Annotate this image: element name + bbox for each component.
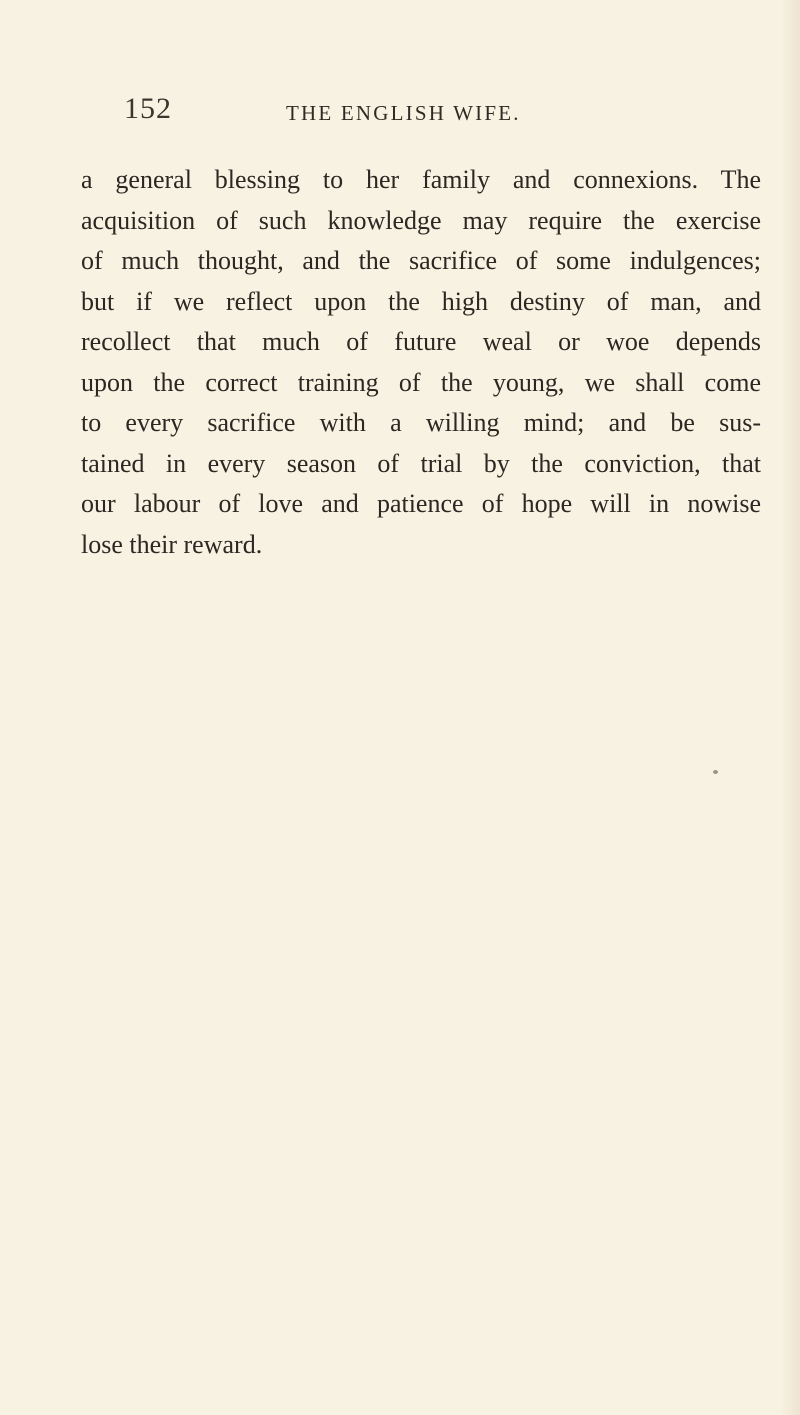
running-header: [0, 92, 800, 132]
text-line: recollect that much of future weal or woe depends: [81, 327, 761, 356]
text-line: but if we reflect upon the high destiny of man, and: [81, 286, 761, 316]
text-line: acquisition of such knowledge may require the exercise: [81, 205, 761, 235]
text-line: upon the correct training of the young, we shall come: [81, 367, 761, 397]
text-line: of much thought, and the sacrifice of some indulgences;: [81, 246, 761, 275]
text-line: tained in every season of trial by the conviction, that: [81, 448, 761, 478]
text-line: to every sacrifice with a willing mind; and be sus-: [81, 408, 761, 437]
body-paragraph: [81, 160, 761, 565]
text-line: lose their reward.: [81, 529, 263, 559]
text-line: our labour of love and patience of hope will in nowise: [81, 489, 761, 518]
running-title: THE ENGLISH WIFE.: [286, 101, 521, 125]
paper-speck: [713, 770, 718, 774]
page-number: 152: [124, 92, 172, 125]
text-line: a general blessing to her family and connexions. The: [81, 165, 761, 194]
